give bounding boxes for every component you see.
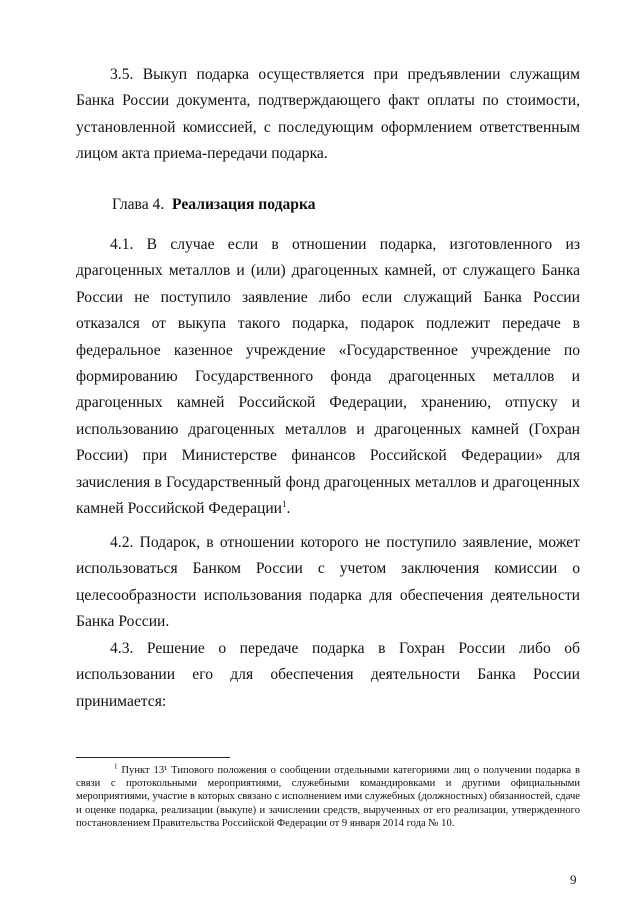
footnote-marker: 1 xyxy=(114,762,118,771)
paragraph-4-2: 4.2. Подарок, в отношении которого не поступило заявление, может использоваться Банком России с учетом заключения комиссии о целесообразности использования подарка для обеспечения деятельности Банка России. xyxy=(76,534,580,631)
footnote xyxy=(76,764,580,830)
paragraph-4-1-end: . xyxy=(286,500,291,518)
paragraph-4-1-text: 4.1. В случае если в отношении подарка, изготовленного из драгоценных металлов и (или) драгоценных камней, от служащего Банка России не поступило заявление либо если служащий Банка России отказался от выкупа такого подарка, подарок подлежит передаче в федеральное казенное учреждение «Государственное учреждение по формированию Государственного фонда драгоценных металлов и драгоценных камней Российской Федерации, хранению, отпуску и использованию драгоценных металлов и драгоценных камней (Гохран России) при Министерстве финансов Российской Федерации» для зачисления в Государственный фонд драгоценных металлов и драгоценных камней Российской Федерации xyxy=(76,236,580,518)
paragraph-4-3: 4.3. Решение о передаче подарка в Гохран России либо об использовании его для обеспечения деятельности Банка России принимается: xyxy=(76,640,580,710)
footnote-reference: 1 xyxy=(282,498,287,509)
paragraph-4-1 xyxy=(76,232,580,522)
chapter-prefix: Глава 4. xyxy=(112,196,165,213)
page-number: 9 xyxy=(570,872,577,887)
paragraph-3-5: 3.5. Выкуп подарка осуществляется при предъявлении служащим Банка России документа, подтверждающего факт оплаты по стоимости, установленной комиссией, с последующим оформлением ответственным лицом акта приема-передачи подарка. xyxy=(76,66,580,163)
footnote-separator xyxy=(76,757,230,758)
footnote-text: Пункт 13¹ Типового положения о сообщении отдельными категориями лиц о получении подарка в связи с протокольными мероприятиями, служебными командировками и другими официальными мероприятиями, участие в которых связано с исполнением ими служебных (должностных) обязанностей, сдаче и оценке подарка, реализации (выкупе) и зачислении средств, вырученных от его реализации, утвержденного постановлением Правительства Российской Федерации от 9 января 2014 года № 10. xyxy=(76,765,580,829)
chapter-heading xyxy=(112,194,316,216)
chapter-title: Реализация подарка xyxy=(172,196,316,213)
